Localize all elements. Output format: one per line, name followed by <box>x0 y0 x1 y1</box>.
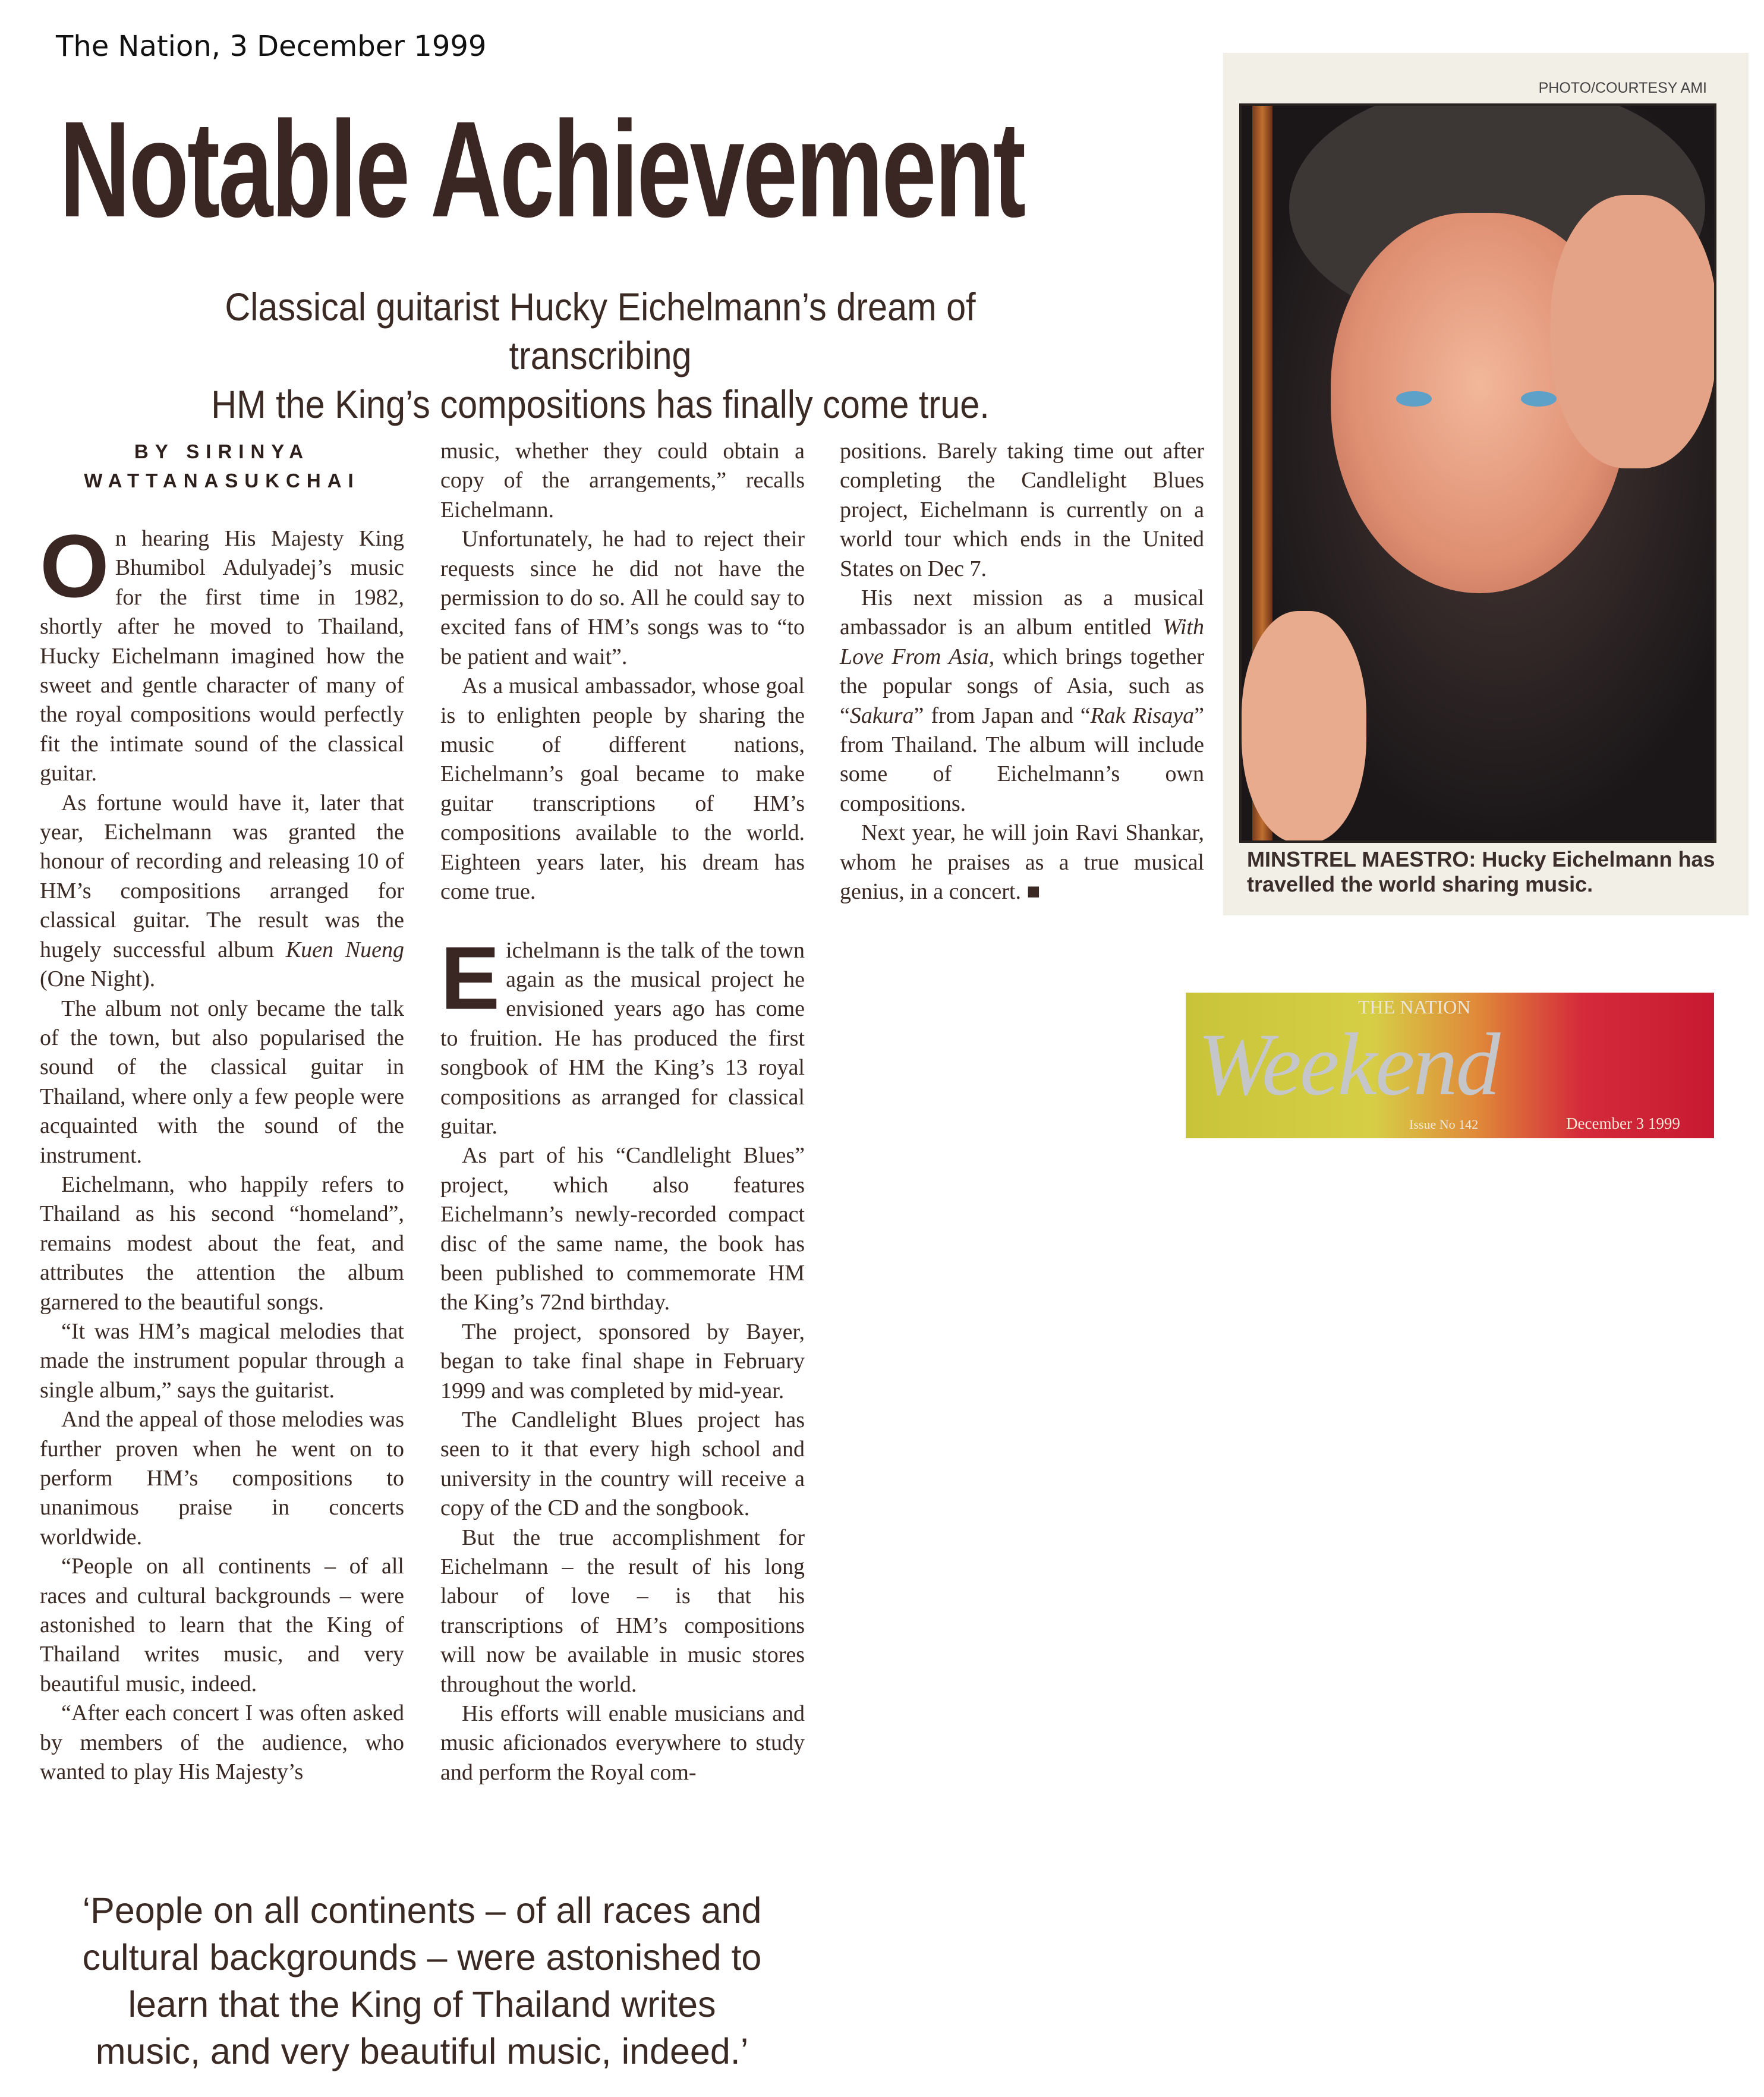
article-paragraph <box>40 1699 404 1787</box>
deck <box>146 282 1055 429</box>
drop-cap: O <box>40 516 109 616</box>
photo-credit: PHOTO/COURTESY AMI <box>1538 80 1707 96</box>
paragraph-text: Next year, he will join Ravi Shankar, whom he praises as a true musical genius, in a concert. ■ <box>840 820 1204 905</box>
paragraph-text: which brings together the popular songs of Asia, such as “ <box>840 644 1204 728</box>
source-line: The Nation, 3 December 1999 <box>56 30 487 63</box>
paragraph-text: Unfortunately, he had to reject their requests since he did not have the permission to do so. All he could say to excited fans of HM’s songs was to “to be patient and wait”. <box>440 527 805 669</box>
byline <box>40 437 404 495</box>
hand-shape <box>1242 611 1366 843</box>
column-body <box>440 437 805 1787</box>
pull-quote <box>48 1887 796 2075</box>
article-column-3 <box>840 437 1204 907</box>
paragraph-text: His next mission as a musical ambassador is an album entitled <box>840 585 1204 640</box>
column-body <box>40 516 404 1787</box>
article-paragraph <box>40 789 404 994</box>
masthead-brand: THE NATION <box>1358 996 1471 1018</box>
article-paragraph <box>440 437 805 525</box>
article-paragraph <box>440 525 805 672</box>
masthead-word: Weekend <box>1198 1015 1499 1114</box>
paragraph-text: The Candlelight Blues project has seen to it that every high school and university in the country will receive a copy of the CD and the songbook. <box>440 1408 805 1521</box>
paragraph-text: His efforts will enable musicians and music aficionados everywhere to study and perform the Royal com- <box>440 1701 805 1785</box>
pull-quote-line: music, and very beautiful music, indeed.’ <box>95 2031 749 2071</box>
paragraph-text: “It was HM’s magical melodies that made the instrument popular through a single album,” says the guitarist. <box>40 1318 404 1403</box>
byline-line: WATTANASUKCHAI <box>84 470 360 492</box>
paragraph-text: music, whether they could obtain a copy of the arrangements,” recalls Eichelmann. <box>440 439 805 522</box>
article-paragraph <box>440 1406 805 1523</box>
article-paragraph <box>840 818 1204 906</box>
paragraph-text: The album not only became the talk of the town, but also popularised the sound of the classical guitar in Thailand, where only a few people were acquainted with the sound of the instrument. <box>40 996 404 1168</box>
article-paragraph <box>440 1141 805 1317</box>
masthead-issue: Issue No 142 <box>1409 1117 1479 1132</box>
column-body <box>840 437 1204 907</box>
paragraph-text: But the true accomplishment for Eichelmann – the result of his long labour of love – is that his transcriptions of HM’s compositions will now be available in music stores throughout the world. <box>440 1525 805 1697</box>
eye-shape <box>1521 391 1557 407</box>
paragraph-text: “People on all continents – of all races and cultural backgrounds – were astonished to learn that the King of Thailand writes music, and very beautiful music, indeed. <box>40 1554 404 1696</box>
deck-line: HM the King’s compositions has finally come true. <box>211 382 990 426</box>
italic-title: Sakura <box>849 703 914 728</box>
article-paragraph <box>40 516 404 789</box>
paragraph-text: “After each concert I was often asked by members of the audience, who wanted to play His Majesty’s <box>40 1701 404 1785</box>
paragraph-text: As part of his “Candlelight Blues” project, which also features Eichelmann’s newly-recorded compact disc of the same name, the book has been published to commemorate HM the King’s 72nd birthday. <box>440 1143 805 1315</box>
article-column-2 <box>440 437 805 1787</box>
paragraph-text: ” from Thailand. The album will include some of Eichelmann’s own compositions. <box>840 703 1204 816</box>
paragraph-text: (One Night). <box>40 966 156 992</box>
drop-cap: E <box>440 927 500 1028</box>
weekend-masthead-image <box>1186 993 1714 1138</box>
paragraph-text: ” from Japan and “ <box>914 703 1091 728</box>
article-paragraph <box>40 1552 404 1699</box>
paragraph-text: The project, sponsored by Bayer, began to take final shape in February 1999 and was completed by mid-year. <box>440 1319 805 1403</box>
article-column-1 <box>40 437 404 1787</box>
article-paragraph <box>440 672 805 906</box>
paragraph-text: Eichelmann, who happily refers to Thailand as his second “homeland”, remains modest about the feat, and attributes the attention the album garnered to the beautiful songs. <box>40 1172 404 1315</box>
article-paragraph <box>840 437 1204 584</box>
pull-quote-line: cultural backgrounds – were astonished to <box>82 1937 762 1978</box>
paragraph-text: As fortune would have it, later that year, Eichelmann was granted the honour of recording and releasing 10 of HM’s compositions arranged for classical guitar. The result was the hugely successful album <box>40 790 404 962</box>
portrait-photo <box>1239 103 1716 843</box>
paragraph-text: And the appeal of those melodies was further proven when he went on to perform HM’s compositions to unanimous praise in concerts worldwide. <box>40 1407 404 1550</box>
pull-quote-line: learn that the King of Thailand writes <box>128 1984 716 2024</box>
italic-title: With Love From Asia, <box>840 615 1204 669</box>
article-paragraph <box>440 1318 805 1406</box>
paragraph-text: positions. Barely taking time out after completing the Candlelight Blues project, Eichelmann is currently on a world tour which ends in the United States on Dec 7. <box>840 439 1204 581</box>
deck-line: Classical guitarist Hucky Eichelmann’s dream of transcribing <box>225 285 976 377</box>
article-paragraph <box>40 994 404 1170</box>
headline: Notable Achievement <box>59 93 1025 245</box>
paragraph-text: n hearing His Majesty King Bhumibol Adulyadej’s music for the first time in 1982, shortly after he moved to Thailand, Hucky Eichelmann imagined how the sweet and gentle character of many of the royal compositions would perfectly fit the intimate sound of the classical guitar. <box>40 526 404 786</box>
eye-shape <box>1396 391 1432 407</box>
article-paragraph <box>40 1170 404 1317</box>
article-paragraph <box>40 1317 404 1405</box>
hand-shape <box>1551 195 1716 468</box>
paragraph-text: As a musical ambassador, whose goal is to enlighten people by sharing the music of different nations, Eichelmann’s goal became to make guitar transcriptions of HM’s compositions available to the world. Eighteen years later, his dream has come true. <box>440 673 805 905</box>
byline-line: BY SIRINYA <box>134 440 310 462</box>
article-paragraph <box>840 584 1204 818</box>
masthead-date: December 3 1999 <box>1566 1114 1680 1132</box>
article-paragraph <box>440 1523 805 1699</box>
article-paragraph <box>40 1405 404 1552</box>
pull-quote-line: ‘People on all continents – of all races and <box>82 1890 762 1931</box>
paragraph-text: ichelmann is the talk of the town again as the musical project he envisioned years ago has come to fruition. He has produced the first songbook of HM the King’s 13 royal compositions as arranged for classical guitar. <box>440 937 805 1139</box>
article-paragraph <box>440 927 805 1142</box>
article-paragraph <box>440 1699 805 1787</box>
photo-panel <box>1223 53 1749 915</box>
italic-title: Kuen Nueng <box>285 937 404 962</box>
italic-title: Rak Risaya <box>1090 703 1195 728</box>
photo-caption: MINSTREL MAESTRO: Hucky Eichelmann has travelled the world sharing music. <box>1247 847 1715 896</box>
